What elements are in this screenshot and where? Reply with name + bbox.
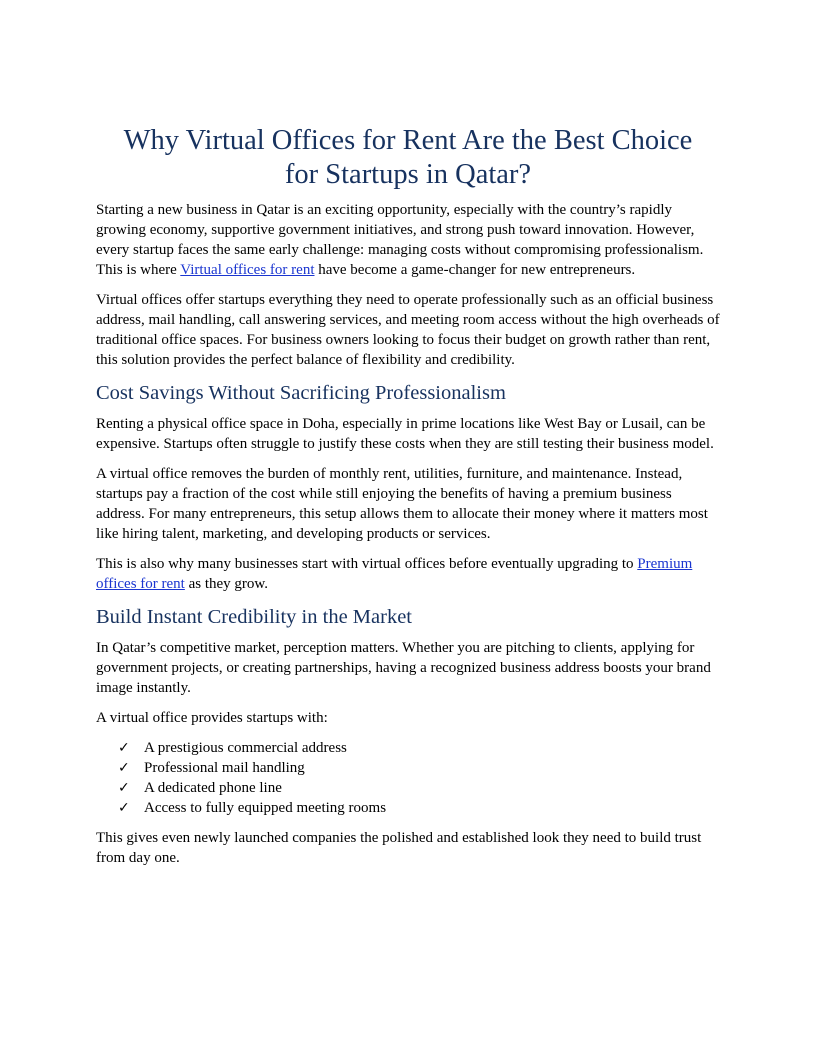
list-item	[118, 798, 720, 818]
list-item	[118, 738, 720, 758]
check-icon: ✓	[118, 740, 130, 756]
benefits-list	[96, 738, 720, 818]
cost-text-after: as they grow.	[184, 576, 269, 592]
cost-text-before: This is also why many businesses start with virtual offices before eventually upgrading to	[96, 556, 638, 572]
list-item-text: Access to fully equipped meeting rooms	[144, 800, 387, 816]
check-icon: ✓	[118, 760, 130, 776]
check-icon: ✓	[118, 800, 130, 816]
section-heading-credibility: Build Instant Credibility in the Market	[96, 606, 412, 628]
intro-paragraph-2: Virtual offices offer startups everything they need to operate professionally such as an official business address, mail handling, call answering services, and meeting room access without the high overheads of traditional office spaces. For business owners looking to focus their budget on growth rather than rent, this solution provides the perfect balance of flexibility and credibility.	[96, 292, 720, 368]
document-page	[96, 124, 720, 878]
list-item-text: Professional mail handling	[144, 760, 305, 776]
list-item	[118, 778, 720, 798]
list-item	[118, 758, 720, 778]
credibility-paragraph-3: This gives even newly launched companies the polished and established look they need to build trust from day one.	[96, 830, 702, 866]
section-heading-cost-savings: Cost Savings Without Sacrificing Professionalism	[96, 382, 506, 404]
cost-paragraph-2: A virtual office removes the burden of monthly rent, utilities, furniture, and maintenance. Instead, startups pay a fraction of the cost while still enjoying the benefits of having a premium business address. For many entrepreneurs, this setup allows them to allocate their money where it matters most like hiring talent, marketing, and developing products or services.	[96, 466, 708, 542]
page-title: Why Virtual Offices for Rent Are the Best Choice for Startups in Qatar?	[123, 125, 693, 190]
cost-paragraph-3	[96, 554, 720, 594]
virtual-offices-link[interactable]: Virtual offices for rent	[180, 262, 315, 278]
check-icon: ✓	[118, 780, 130, 796]
list-item-text: A dedicated phone line	[144, 780, 282, 796]
cost-paragraph-1: Renting a physical office space in Doha, especially in prime locations like West Bay or Lusail, can be expensive. Startups often struggle to justify these costs when they are still testing their business model.	[96, 416, 714, 452]
premium-offices-link[interactable]: Premium offices for rent	[96, 556, 693, 592]
list-item-text: A prestigious commercial address	[144, 740, 347, 756]
credibility-paragraph-2: A virtual office provides startups with:	[96, 710, 328, 726]
intro-text-before: Starting a new business in Qatar is an exciting opportunity, especially with the country’s rapidly growing economy, supportive government initiatives, and strong push toward innovation. However, every startup faces the same early challenge: managing costs without compromising professionalism. This is where	[96, 202, 704, 278]
intro-text-after: have become a game-changer for new entrepreneurs.	[314, 262, 636, 278]
intro-paragraph-1	[96, 200, 720, 280]
credibility-paragraph-1: In Qatar’s competitive market, perception matters. Whether you are pitching to clients, applying for government projects, or creating partnerships, having a recognized business address boosts your brand image instantly.	[96, 640, 711, 696]
